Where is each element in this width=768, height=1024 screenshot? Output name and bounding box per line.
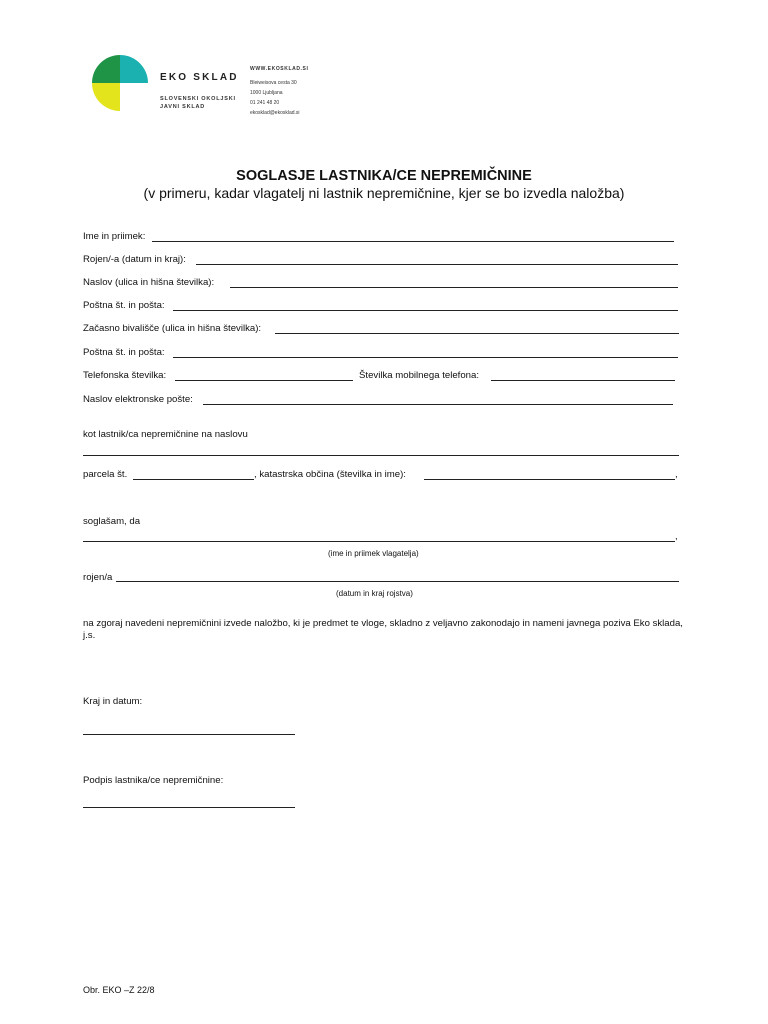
owner-address-field[interactable] (83, 455, 679, 456)
born-field[interactable] (196, 264, 678, 265)
place-date-label: Kraj in datum: (83, 696, 143, 707)
statement-paragraph: na zgoraj navedeni nepremičnini izvede naložbo, ki je predmet te vloge, skladno z veljavno zakonodajo in nameni javnega poziva Eko sklada, j.s. (83, 618, 683, 641)
owner-text: kot lastnik/ca nepremičnine na naslovu (83, 429, 248, 440)
name-label: Ime in priimek: (83, 231, 146, 242)
parcel-field[interactable] (133, 479, 254, 480)
agree-text: soglašam, da (83, 516, 141, 527)
post-field-1[interactable] (173, 310, 678, 311)
born2-field[interactable] (116, 581, 679, 582)
email-label: Naslov elektronske pošte: (83, 394, 193, 405)
form-code: Obr. EKO –Z 22/8 (83, 985, 155, 995)
phone-field[interactable] (175, 380, 353, 381)
name-field[interactable] (152, 241, 674, 242)
email-field[interactable] (203, 404, 673, 405)
born2-caption: (datum in kraj rojstva) (336, 589, 413, 598)
contact-email[interactable]: ekosklad@ekosklad.si (250, 110, 300, 116)
temp-address-field[interactable] (275, 333, 679, 334)
signature-field[interactable] (83, 807, 295, 808)
contact-city: 1000 Ljubljana (250, 90, 283, 96)
org-subtitle-line1: SLOVENSKI OKOLJSKI (160, 96, 236, 102)
contact-block (250, 64, 308, 118)
cadastral-label: , katastrska občina (številka in ime): (254, 469, 406, 480)
contact-address: Bleiweisova cesta 30 (250, 80, 297, 86)
place-date-field[interactable] (83, 734, 295, 735)
logo-yellow-segment (92, 83, 120, 111)
applicant-field[interactable] (83, 541, 675, 542)
cadastral-field[interactable] (424, 479, 675, 480)
document-title: SOGLASJE LASTNIKA/CE NEPREMIČNINE (236, 168, 532, 184)
document-subtitle: (v primeru, kadar vlagatelj ni lastnik nepremičnine, kjer se bo izvedla naložba) (143, 185, 625, 201)
signature-label: Podpis lastnika/ce nepremičnine: (83, 775, 224, 786)
phone-label: Telefonska številka: (83, 370, 167, 381)
org-subtitle (160, 95, 236, 111)
cadastral-comma: , (675, 469, 678, 480)
mobile-label: Številka mobilnega telefona: (359, 370, 479, 381)
contact-web[interactable]: WWW.EKOSKLAD.SI (250, 66, 309, 72)
org-name: EKO SKLAD (160, 72, 239, 83)
temp-address-label: Začasno bivališče (ulica in hišna številka): (83, 323, 262, 334)
post-field-2[interactable] (173, 357, 678, 358)
applicant-comma: , (675, 531, 678, 542)
org-subtitle-line2: JAVNI SKLAD (160, 104, 206, 110)
post-label-1: Poštna št. in pošta: (83, 300, 165, 311)
contact-phone: 01 241 48 20 (250, 100, 280, 106)
mobile-field[interactable] (491, 380, 675, 381)
address-field[interactable] (230, 287, 678, 288)
logo-dark-green-segment (92, 55, 120, 83)
born-label: Rojen/-a (datum in kraj): (83, 254, 186, 265)
applicant-caption: (ime in priimek vlagatelja) (328, 549, 419, 558)
parcel-label: parcela št. (83, 469, 128, 480)
address-label: Naslov (ulica in hišna številka): (83, 277, 215, 288)
post-label-2: Poštna št. in pošta: (83, 347, 165, 358)
born2-label: rojen/a (83, 572, 113, 583)
eko-sklad-logo (90, 55, 150, 111)
